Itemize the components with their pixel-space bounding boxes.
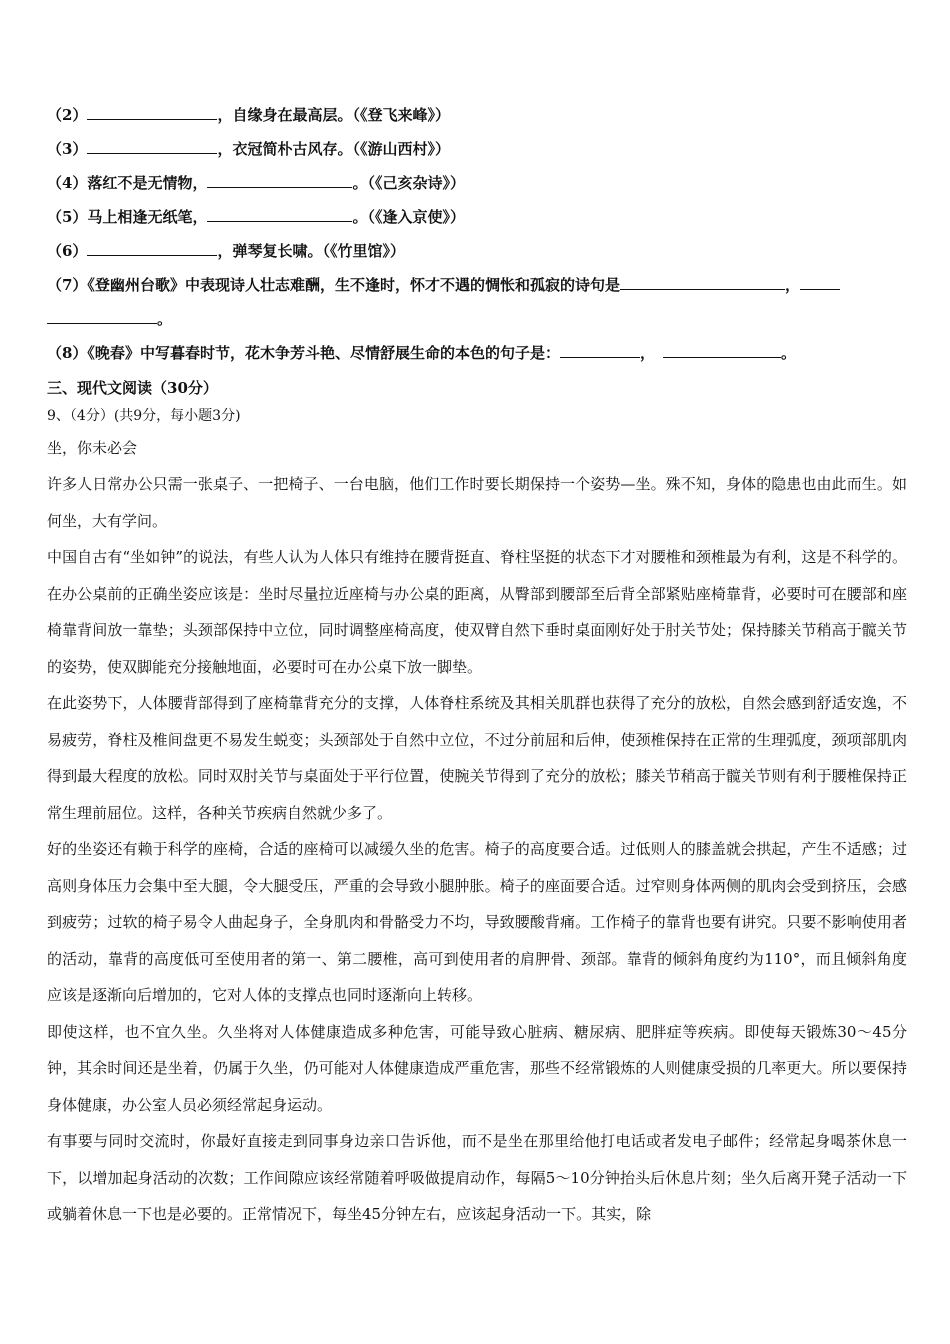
q5-text-after: 。（《逢入京使》） <box>352 208 465 226</box>
exam-page <box>47 98 907 1233</box>
fill-blank-q3 <box>47 132 907 166</box>
q3-number: （3） <box>47 140 88 158</box>
q4-text-after: 。（《己亥杂诗》） <box>352 174 465 192</box>
fill-blank-q5 <box>47 200 907 234</box>
q7-comma: ， <box>784 276 800 294</box>
q5-text-before: （5）马上相逢无纸笔， <box>47 208 208 226</box>
fill-blank-q4 <box>47 166 907 200</box>
article-paragraph-6: 有事要与同时交流时，你最好直接走到同事身边亲口告诉他，而不是坐在那里给他打电话或者发电子邮件；经常起身喝茶休息一下，以增加起身活动的次数；工作间隙应该经常随着呼吸做提肩动作，每隔5～10分钟抬头后休息片刻；坐久后离开凳子活动一下或躺着休息一下也是必要的。正常情况下，每坐45分钟左右，应该起身活动一下。其实，除 <box>47 1132 907 1223</box>
q8-end: 。 <box>780 344 796 362</box>
q4-text-before: （4）落红不是无情物， <box>47 174 208 192</box>
q6-text: ，弹琴复长啸。（《竹里馆》） <box>217 242 405 260</box>
fill-blank-q7-continued <box>47 302 907 336</box>
article-paragraph-5: 即使这样，也不宜久坐。久坐将对人体健康造成多种危害，可能导致心脏病、糖尿病、肥胖症等疾病。即使每天锻炼30～45分钟，其余时间还是坐着，仍属于久坐，仍可能对人体健康造成严重危害，那些不经常锻炼的人则健康受损的几率更大。所以要保持身体健康，办公室人员必须经常起身运动。 <box>47 1022 907 1114</box>
q7-answer-blank-1[interactable] <box>620 271 785 290</box>
q3-answer-blank[interactable] <box>87 135 217 154</box>
article-title: 坐，你未必会 <box>47 439 138 457</box>
q7-answer-blank-2a[interactable] <box>800 271 840 290</box>
fill-blank-q8 <box>47 336 907 370</box>
fill-blank-q2 <box>47 98 907 132</box>
article-paragraph-2: 中国自古有“坐如钟”的说法，有些人认为人体只有维持在腰背挺直、脊柱坚挺的状态下才对腰椎和颈椎最为有利，这是不科学的。在办公桌前的正确坐姿应该是：坐时尽量拉近座椅与办公桌的距离，从臀部到腰部至后背全部紧贴座椅靠背，必要时可在腰部和座椅靠背间放一靠垫；头颈部保持中立位，同时调整座椅高度，使双臂自然下垂时桌面刚好处于肘关节处；保持膝关节稍高于髋关节的姿势，使双脚能充分接触地面，必要时可在办公桌下放一脚垫。 <box>47 548 907 676</box>
q8-answer-blank-2[interactable] <box>663 339 781 358</box>
q4-answer-blank[interactable] <box>207 169 352 188</box>
q6-answer-blank[interactable] <box>87 237 217 256</box>
q8-text: （8）《晚春》中写暮春时节，花木争芳斗艳、尽情舒展生命的本色的句子是： <box>47 344 560 362</box>
article-paragraph-4: 好的坐姿还有赖于科学的座椅，合适的座椅可以减缓久坐的危害。椅子的高度要合适。过低则人的膝盖就会拱起，产生不适感；过高则身体压力会集中至大腿，令大腿受压，严重的会导致小腿肿胀。椅子的座面要合适。过窄则身体两侧的肌肉会受到挤压，会感到疲劳；过软的椅子易令人曲起身子，全身肌肉和骨骼受力不均，导致腰酸背痛。工作椅子的靠背也要有讲究。只要不影响使用者的活动，靠背的高度低可至使用者的第一、第二腰椎，高可到使用者的肩胛骨、颈部。靠背的倾斜角度约为110°，而且倾斜角度应该是逐渐向后增加的，它对人体的支撑点也同时逐渐向上转移。 <box>47 840 907 1004</box>
q2-number: （2） <box>47 106 88 124</box>
q7-text: （7）《登幽州台歌》中表现诗人壮志难酬，生不逢时，怀才不遇的惆怅和孤寂的诗句是 <box>47 276 620 294</box>
q6-number: （6） <box>47 242 88 260</box>
question-label: 9、（4分）(共9分，每小题3分) <box>47 408 241 424</box>
q7-answer-blank-2b[interactable] <box>47 305 157 324</box>
q7-end: 。 <box>157 310 173 328</box>
article-paragraph-3: 在此姿势下，人体腰背部得到了座椅靠背充分的支撑，人体脊柱系统及其相关肌群也获得了充分的放松，自然会感到舒适安逸，不易疲劳，脊柱及椎间盘更不易发生蜕变；头颈部处于自然中立位，不过分前屈和后伸，使颈椎保持在正常的生理弧度，颈项部肌肉得到最大程度的放松。同时双肘关节与桌面处于平行位置，使腕关节得到了充分的放松；膝关节稍高于髋关节则有利于腰椎保持正常生理前屈位。这样，各种关节疾病自然就少多了。 <box>47 694 907 822</box>
section-heading: 三、现代文阅读（30分） <box>47 379 218 397</box>
q8-answer-blank-1[interactable] <box>560 339 640 358</box>
fill-blank-q7 <box>47 268 907 302</box>
q3-text: ，衣冠简朴古风存。（《游山西村》） <box>217 140 450 158</box>
q8-comma: ， <box>639 344 655 362</box>
q2-answer-blank[interactable] <box>87 101 217 120</box>
article-paragraph-1: 许多人日常办公只需一张桌子、一把椅子、一台电脑，他们工作时要长期保持一个姿势—坐。殊不知，身体的隐患也由此而生。如何坐，大有学问。 <box>47 475 907 530</box>
q5-answer-blank[interactable] <box>207 203 352 222</box>
q2-text: ，自缘身在最高层。（《登飞来峰》） <box>217 106 450 124</box>
fill-blank-q6 <box>47 234 907 268</box>
